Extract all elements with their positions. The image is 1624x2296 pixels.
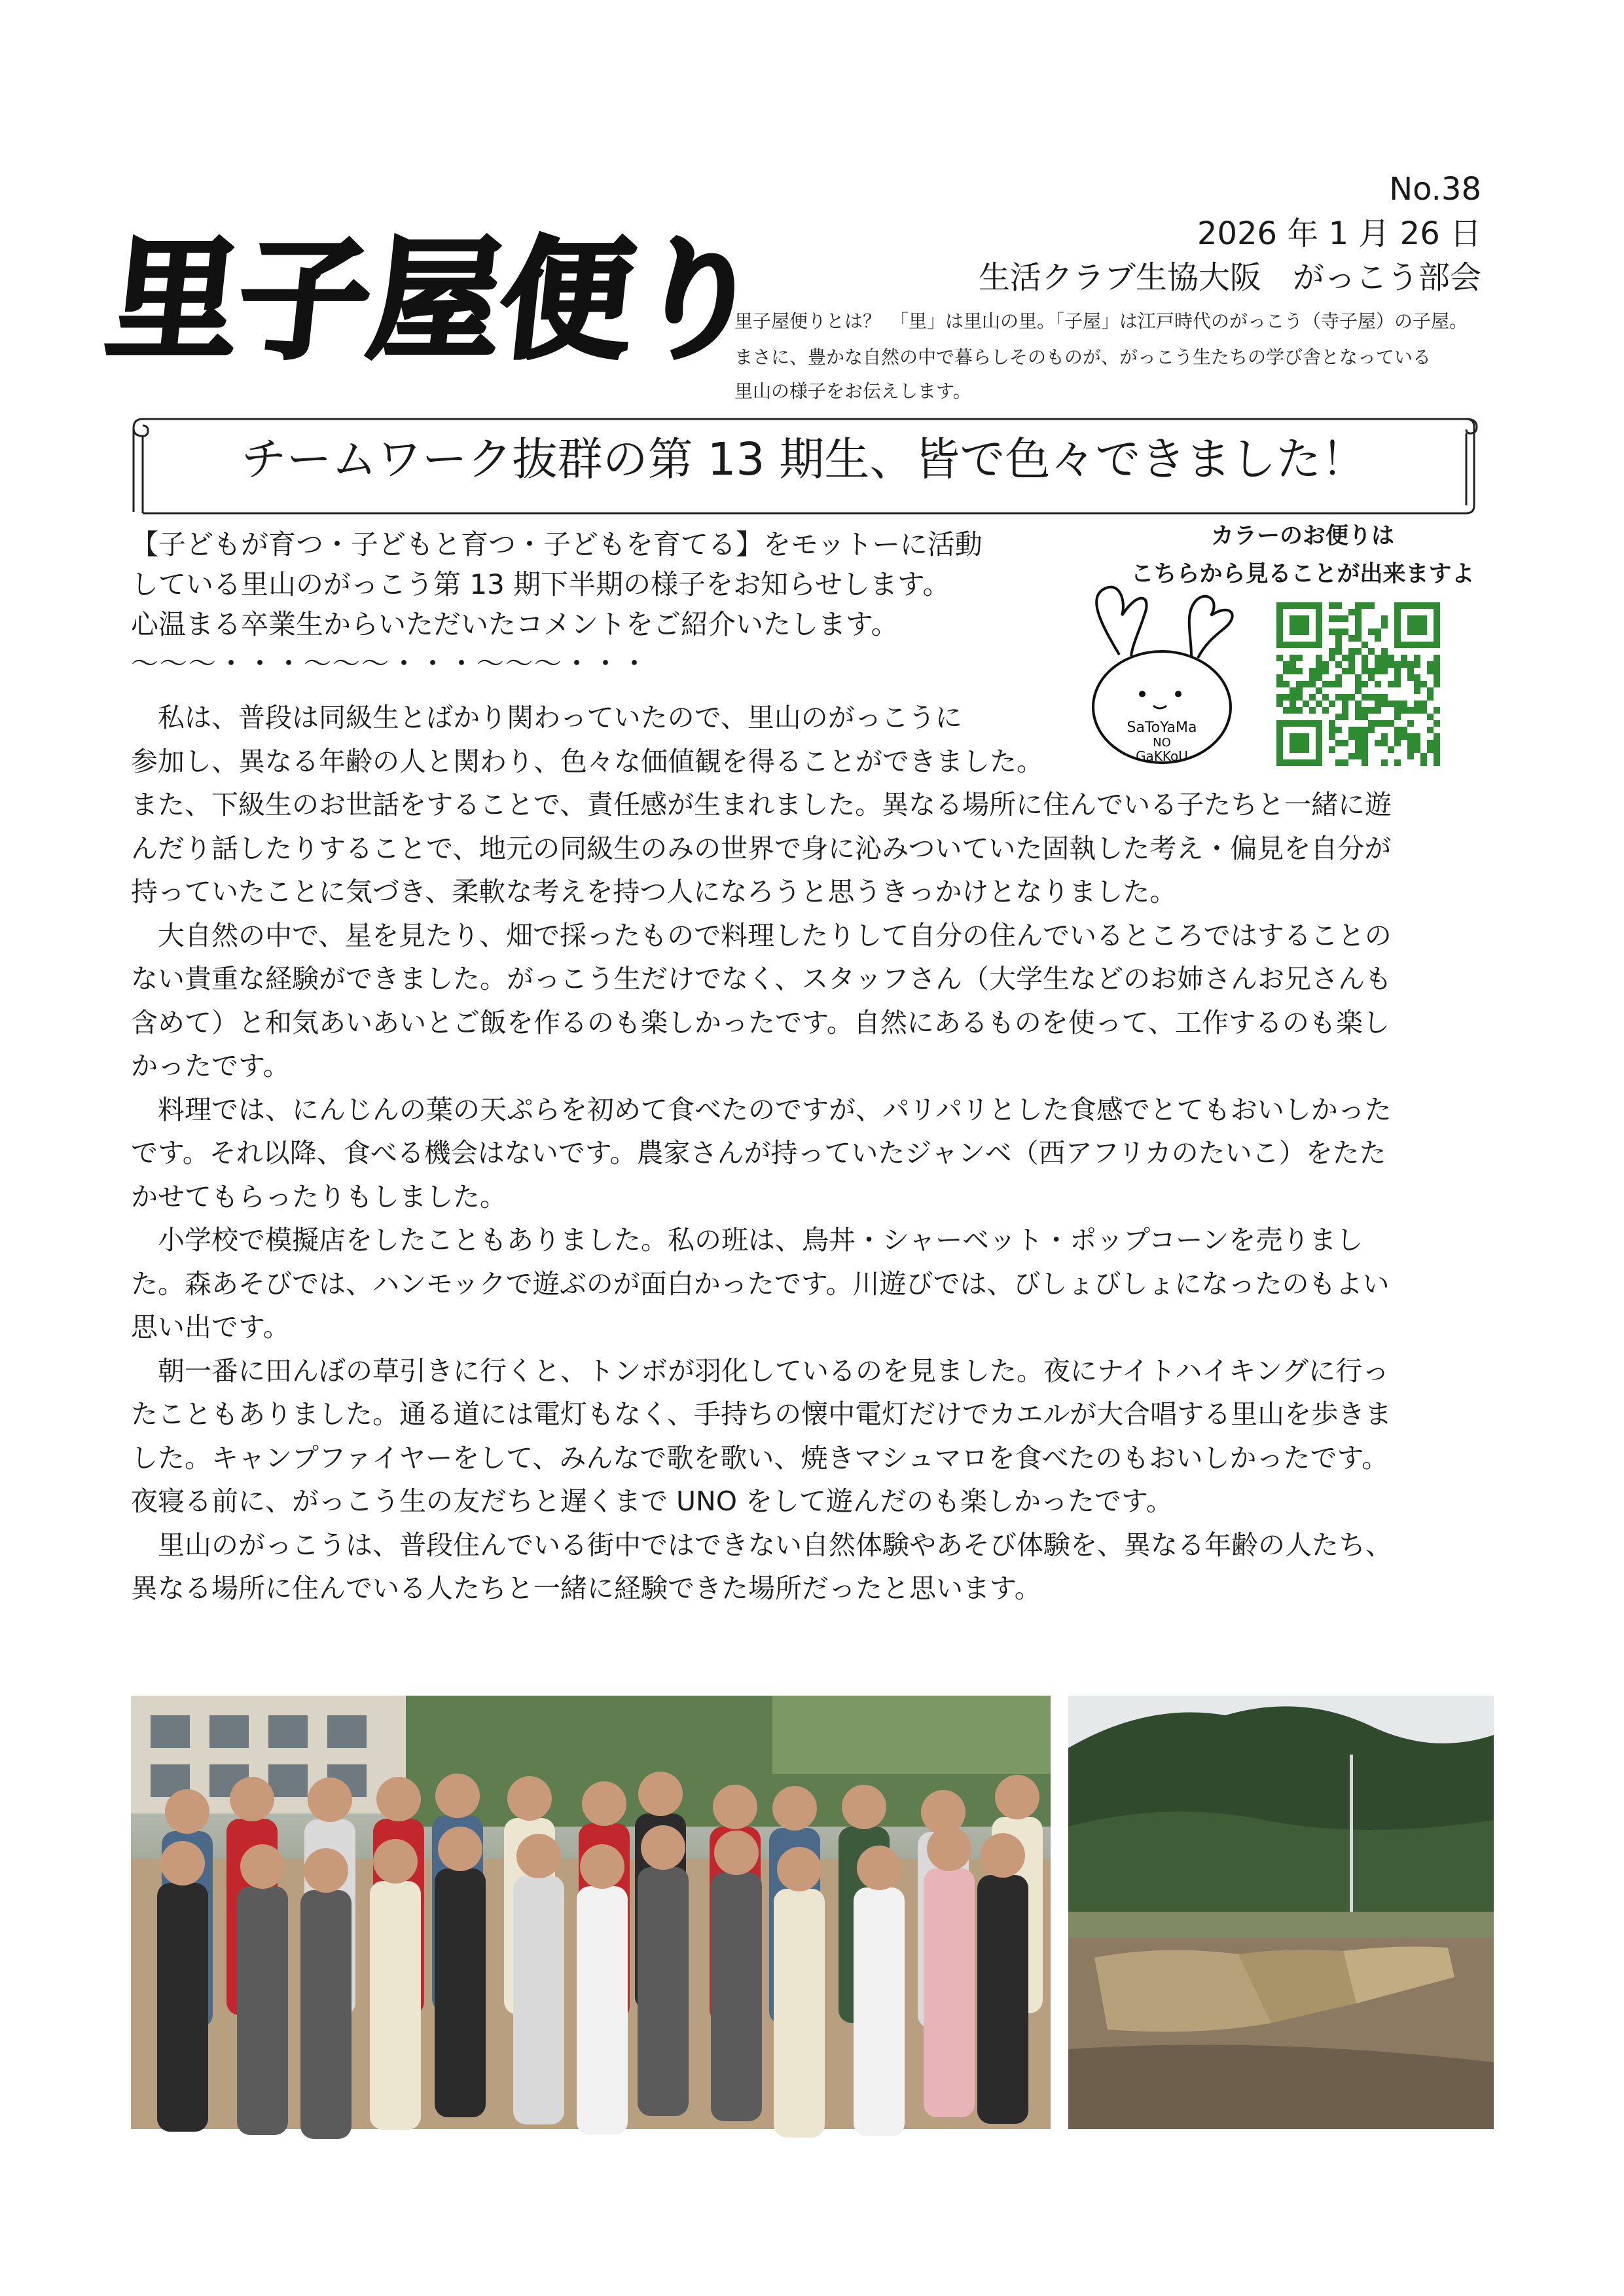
- body-line: 大自然の中で、星を見たり、畑で採ったもので料理したりして自分の住んでいるところではすることの: [131, 919, 1392, 951]
- person-head: [995, 1775, 1039, 1819]
- rice-drying-photo: [1068, 1696, 1494, 2129]
- body-line: 夜寝る前に、がっこう生の友だちと遅くまで UNO をして遊んだのも楽しかったです。: [131, 1485, 1173, 1517]
- body-line: 持っていたことに気づき、柔軟な考えを持つ人になろうと思うきっかけとなりました。: [131, 876, 1177, 907]
- person-figure: [854, 1887, 905, 2136]
- logo-text: 里子屋便り: [100, 223, 772, 377]
- person-figure: [638, 1867, 689, 2116]
- body-line: 異なる場所に住んでいる人たちと一緒に経験できた場所だったと思います。: [131, 1573, 1041, 1604]
- person-head: [777, 1847, 821, 1891]
- newsletter-logo: [100, 149, 772, 398]
- body-line: かせてもらったりもしました。: [131, 1180, 507, 1212]
- body-line: た。森あそびでは、ハンモックで遊ぶのが面白かったです。川遊びでは、びしょびしょになったのもよい: [131, 1267, 1390, 1300]
- person-head: [927, 1827, 971, 1871]
- body-line: んだり話したりすることで、地元の同級生のみの世界で身に沁みついていた固執した考え・偏見を自分が: [131, 832, 1392, 864]
- body-line: 朝一番に田んぼの草引きに行くと、トンボが羽化しているのを見ました。夜にナイトハイキングに行っ: [131, 1355, 1390, 1387]
- body-line: 参加し、異なる年齢の人と関わり、色々な価値観を得ることができました。: [131, 745, 1043, 777]
- person-head: [857, 1846, 901, 1890]
- person-head: [713, 1785, 757, 1829]
- person-figure: [513, 1876, 564, 2124]
- group-photo: [131, 1696, 1051, 2129]
- body-line: かったです。: [131, 1050, 290, 1082]
- person-head: [641, 1825, 685, 1870]
- person-figure: [977, 1875, 1028, 2124]
- body-line: たこともありました。通る道には電灯もなく、手持ちの懐中電灯だけでカエルが大合唱する里山を歩きま: [131, 1398, 1392, 1430]
- person-figure: [774, 1889, 825, 2138]
- qr-caption: [1100, 517, 1506, 593]
- body-line: ない貴重な経験ができました。がっこう生だけでなく、スタッフさん（大学生などのお姉さんお兄さんも: [131, 963, 1392, 994]
- person-head: [507, 1776, 552, 1821]
- person-figure: [924, 1868, 975, 2117]
- person-figure: [577, 1886, 628, 2135]
- person-head: [230, 1777, 274, 1821]
- person-figure: [435, 1868, 486, 2117]
- person-head: [308, 1777, 352, 1822]
- person-figure: [237, 1886, 288, 2135]
- organization-name: 生活クラブ生協大阪 がっこう部会: [978, 259, 1481, 296]
- article-body: [131, 696, 1479, 1611]
- person-figure: [157, 1883, 208, 2132]
- mascot-text: GaKKoU: [1136, 748, 1188, 764]
- intro-line: 里山の様子をお伝えします。: [734, 380, 971, 402]
- issue-number: No.38: [1389, 171, 1481, 208]
- person-head: [304, 1848, 348, 1893]
- body-line: 小学校で模擬店をしたこともありました。私の班は、鳥丼・シャーベット・ポップコーンを売りまし: [131, 1224, 1363, 1256]
- person-head: [582, 1781, 626, 1826]
- qr-caption-line: カラーのお便りは: [1210, 523, 1394, 549]
- person-head: [373, 1839, 418, 1884]
- person-head: [165, 1789, 209, 1834]
- body-line: また、下級生のお世話をすることで、責任感が生まれました。異なる場所に住んでいる子たちと一緒に遊: [131, 789, 1392, 820]
- qr-caption-line: こちらから見ることが出来ますよ: [1130, 561, 1475, 587]
- person-head: [240, 1844, 285, 1889]
- body-line: 思い出です。: [131, 1311, 290, 1343]
- person-head: [435, 1774, 480, 1818]
- person-figure: [300, 1890, 352, 2139]
- body-line: 里山のがっこうは、普段住んでいる街中ではできない自然体験やあそび体験を、異なる年齢の人たち、: [131, 1529, 1392, 1561]
- person-head: [160, 1841, 205, 1886]
- person-head: [376, 1777, 421, 1821]
- person-head: [842, 1785, 886, 1829]
- person-figure: [711, 1872, 762, 2121]
- body-line: 料理では、にんじんの葉の天ぷらを初めて食べたのですが、パリパリとした食感でとてもおいしかった: [131, 1093, 1392, 1125]
- mascot-text: SaToYaMa: [1127, 720, 1197, 736]
- person-head: [516, 1834, 561, 1878]
- body-line: です。それ以降、食べる機会はないです。農家さんが持っていたジャンベ（西アフリカのたいこ）をたた: [131, 1137, 1386, 1169]
- mascot-text: NO: [1153, 736, 1171, 750]
- lead-line: している里山のがっこう第 13 期下半期の様子をお知らせします。: [131, 568, 950, 600]
- person-head: [638, 1772, 683, 1816]
- lead-divider: 〜〜〜・・・〜〜〜・・・〜〜〜・・・: [131, 647, 650, 680]
- issue-date: 2026 年 1 月 26 日: [1197, 215, 1481, 252]
- person-head: [981, 1833, 1025, 1878]
- person-head: [714, 1831, 759, 1875]
- intro-line: 里子屋便りとは？ 「里」は里山の里。「子屋」は江戸時代のがっこう（寺子屋）の子屋。: [734, 310, 1468, 332]
- body-line: 含めて）と和気あいあいとご飯を作るのも楽しかったです。自然にあるものを使って、工作するのも楽し: [131, 1006, 1390, 1038]
- intro-line: まさに、豊かな自然の中で暮らしそのものが、がっこう生たちの学び舎となっている: [734, 346, 1432, 368]
- body-line: 私は、普段は同級生とばかり関わっていたので、里山のがっこうに: [131, 702, 962, 733]
- headline: チームワーク抜群の第 13 期生、皆で色々できました！: [241, 433, 1367, 486]
- person-head: [580, 1844, 624, 1889]
- person-head: [772, 1786, 817, 1831]
- person-figure: [370, 1881, 421, 2130]
- lead-line: 【子どもが育つ・子どもと育つ・子どもを育てる】をモットーに活動: [131, 528, 983, 560]
- person-head: [438, 1827, 482, 1871]
- body-line: した。キャンプファイヤーをして、みんなで歌を歌い、焼きマシュマロを食べたのもおいしかったです。: [131, 1442, 1389, 1474]
- lead-line: 心温まる卒業生からいただいたコメントをご紹介いたします。: [131, 608, 899, 640]
